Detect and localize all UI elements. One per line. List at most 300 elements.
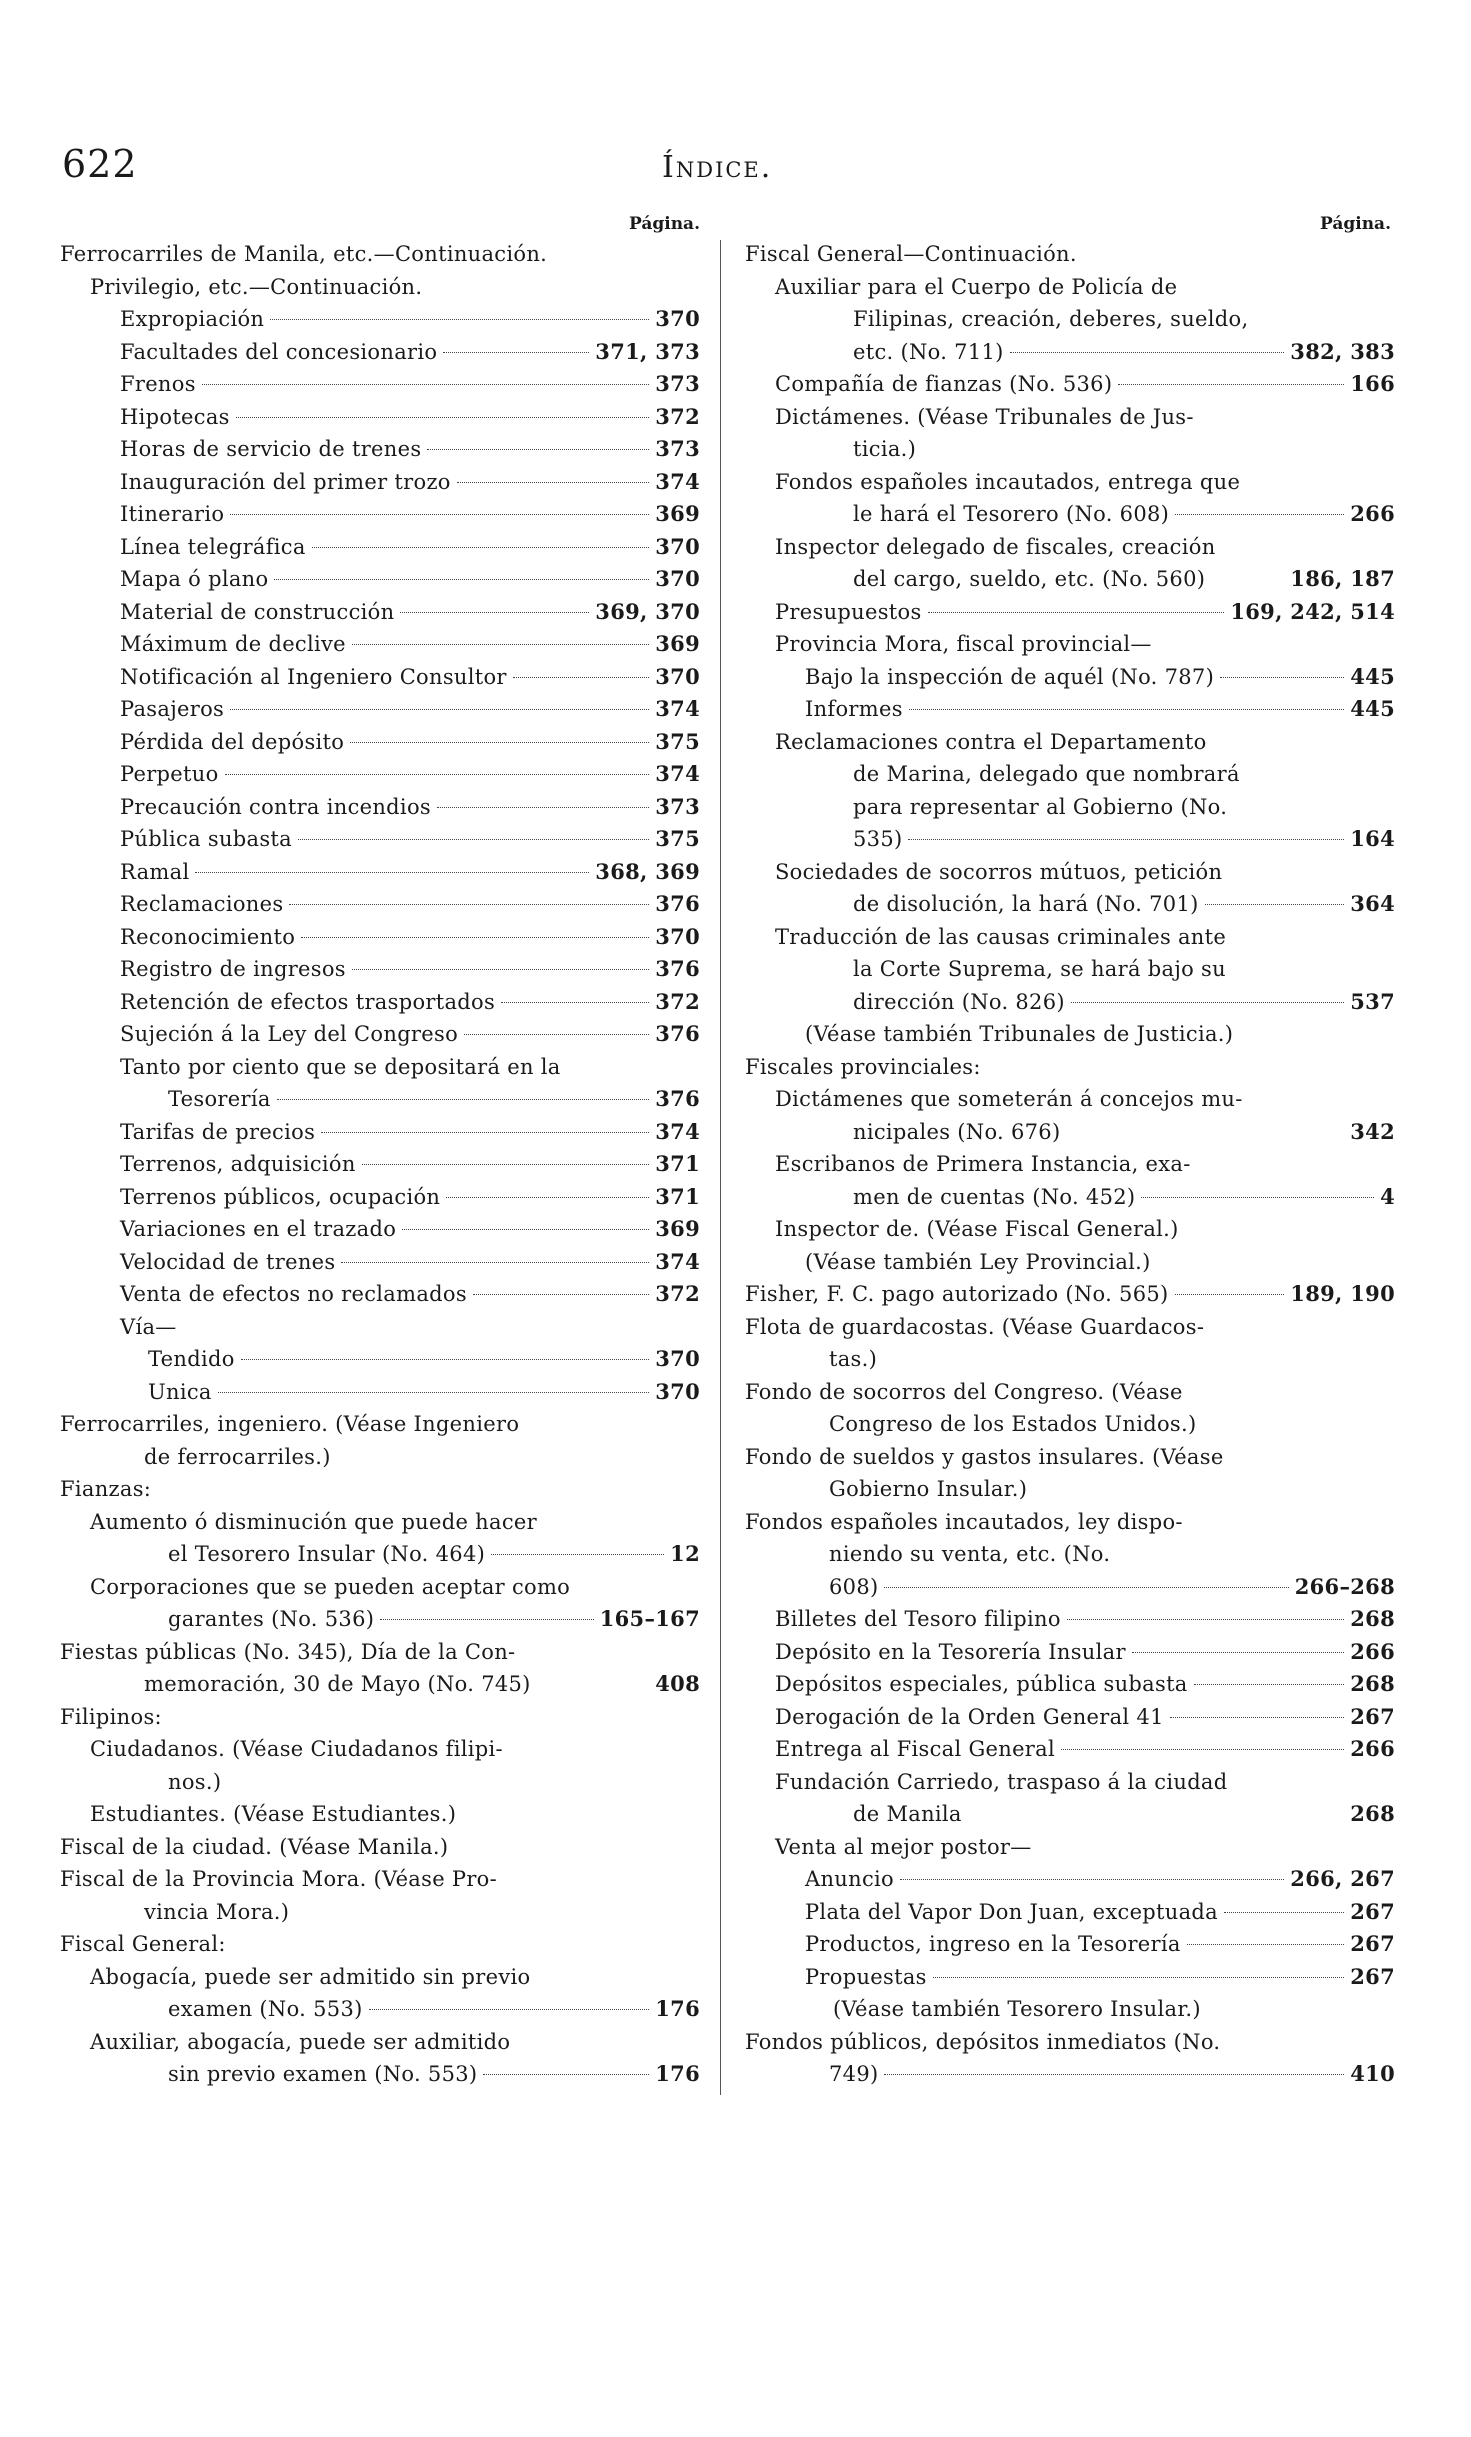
entry-text: Vía—: [120, 1314, 177, 1339]
entry-text: Filipinos:: [60, 1704, 162, 1729]
page-reference: 371: [655, 1151, 700, 1176]
entry-text: Frenos: [120, 372, 196, 396]
page-reference: 374: [655, 468, 700, 494]
left-column: [60, 210, 700, 2091]
page-reference: 266: [1350, 501, 1395, 526]
page-reference: 186, 187: [1290, 566, 1395, 591]
index-entry: [745, 823, 1395, 856]
entry-text: Fiscal General:: [60, 1932, 226, 1956]
page-header: [62, 142, 1402, 202]
entry-text: Reclamaciones contra el Departamento: [775, 729, 1207, 754]
dot-leader: [362, 1164, 650, 1165]
entry-text: garantes (No. 536): [168, 1607, 375, 1631]
dot-leader: [1067, 1619, 1344, 1620]
page-reference: 342: [1350, 1118, 1395, 1144]
entry-text: Dictámenes. (Véase Tribunales de Jus-: [775, 404, 1194, 429]
entry-text: Sujeción á la Ley del Congreso: [120, 1022, 459, 1046]
dot-leader: [933, 1977, 1345, 1978]
dot-leader: [457, 482, 649, 483]
entry-text: Sociedades de socorros mútuos, petición: [775, 859, 1223, 884]
index-entry: [745, 1538, 1395, 1571]
entry-text: Máximum de declive: [120, 632, 346, 656]
index-entry: [60, 661, 700, 694]
page-reference: 374: [655, 696, 700, 721]
page-reference: 166: [1350, 371, 1395, 396]
entry-text: Traducción de las causas criminales ante: [775, 924, 1227, 949]
dot-leader: [1175, 1294, 1285, 1295]
page-reference: 368, 369: [595, 858, 700, 884]
entry-text: Presupuestos: [775, 599, 922, 624]
page-reference: 382, 383: [1290, 338, 1395, 364]
page-reference: 266: [1350, 1736, 1395, 1761]
page-reference: 268: [1350, 1801, 1395, 1826]
index-entry: [745, 1441, 1395, 1474]
entry-text: Bajo la inspección de aquél (No. 787): [805, 664, 1215, 689]
index-entry: [60, 1441, 700, 1474]
index-entry: [745, 1701, 1395, 1734]
entry-text: Registro de ingresos: [120, 957, 346, 981]
entry-text: Pérdida del depósito: [120, 729, 345, 754]
entry-text: Anuncio: [805, 1867, 894, 1891]
entry-text: examen (No. 553): [168, 1997, 363, 2021]
page-reference: 375: [655, 728, 700, 754]
entry-text: Ramal: [120, 859, 190, 884]
dot-leader: [202, 384, 649, 385]
dot-leader: [230, 709, 649, 710]
entry-text: nicipales (No. 676): [853, 1119, 1061, 1144]
entry-text: Tarifas de precios: [120, 1119, 316, 1144]
index-entry: [745, 628, 1395, 661]
dot-leader: [321, 1132, 649, 1133]
index-entry: [60, 1636, 700, 1669]
dot-leader: [270, 319, 649, 320]
index-entry: [60, 856, 700, 889]
dot-leader: [928, 612, 1225, 613]
index-entry: [745, 1928, 1395, 1961]
page-reference: 12: [670, 1541, 700, 1566]
dot-leader: [513, 677, 649, 678]
index-entry: [60, 1571, 700, 1604]
dot-leader: [1010, 352, 1285, 353]
index-entry: [60, 1506, 700, 1539]
index-entry: [60, 1603, 700, 1636]
index-entry: [745, 953, 1395, 986]
entry-text: (Véase también Tesorero Insular.): [833, 1997, 1201, 2021]
index-entry: [745, 563, 1395, 596]
index-entry: [745, 1798, 1395, 1831]
entry-text: Aumento ó disminución que puede hacer: [90, 1509, 537, 1534]
page-reference: 165–167: [599, 1606, 700, 1631]
entry-text: vincia Mora.): [144, 1899, 290, 1924]
entry-text: Reconocimiento: [120, 924, 296, 949]
left-entries: [60, 238, 700, 2091]
index-entry: [745, 693, 1395, 726]
index-entry: [745, 986, 1395, 1019]
entry-text: de ferrocarriles.): [144, 1444, 331, 1469]
page-reference: 369, 370: [595, 598, 700, 624]
dot-leader: [241, 1359, 650, 1360]
index-entry: [60, 1311, 700, 1344]
entry-text: Notificación al Ingeniero Consultor: [120, 664, 507, 689]
running-title: Índice.: [662, 150, 773, 185]
page-reference: 374: [655, 1248, 700, 1274]
entry-text: Línea telegráfica: [120, 534, 306, 559]
index-entry: [60, 1831, 700, 1864]
index-entry: [745, 1993, 1395, 2026]
index-entry: [60, 758, 700, 791]
index-entry: [745, 401, 1395, 434]
entry-text: Productos, ingreso en la Tesorería: [805, 1932, 1181, 1956]
dot-leader: [402, 1229, 649, 1230]
index-entry: [60, 1181, 700, 1214]
index-entry: [60, 1473, 700, 1506]
entry-text: 535): [853, 827, 903, 851]
page-reference: 374: [655, 761, 700, 786]
index-entry: [745, 1961, 1395, 1994]
entry-text: el Tesorero Insular (No. 464): [168, 1542, 486, 1566]
index-entry: [745, 791, 1395, 824]
index-entry: [60, 693, 700, 726]
entry-text: Fundación Carriedo, traspaso á la ciudad: [775, 1769, 1228, 1794]
index-entry: [60, 466, 700, 499]
entry-text: Propuestas: [805, 1964, 927, 1989]
index-entry: [60, 336, 700, 369]
entry-text: Precaución contra incendios: [120, 794, 431, 819]
entry-text: Inspector delegado de fiscales, creación: [775, 534, 1216, 559]
index-entry: [60, 1896, 700, 1929]
page-reference: 374: [655, 1118, 700, 1144]
entry-text: Fondos españoles incautados, entrega que: [775, 469, 1241, 494]
page-reference: 537: [1350, 988, 1395, 1014]
page-reference: 410: [1350, 2061, 1395, 2086]
index-entry: [60, 2058, 700, 2091]
entry-text: men de cuentas (No. 452): [853, 1184, 1136, 1209]
entry-text: Terrenos, adquisición: [120, 1152, 356, 1176]
entry-text: Informes: [805, 697, 903, 721]
column-heading-right: Página.: [1320, 214, 1391, 234]
dot-leader: [352, 644, 649, 645]
page-reference: 372: [655, 988, 700, 1014]
dot-leader: [369, 2009, 650, 2010]
entry-text: Fiscal de la ciudad. (Véase Manila.): [60, 1834, 449, 1859]
entry-text: Fiestas públicas (No. 345), Día de la Con-: [60, 1639, 516, 1664]
index-entry: [745, 498, 1395, 531]
entry-text: Fondos españoles incautados, ley dispo-: [745, 1509, 1183, 1534]
index-entry: [745, 1018, 1395, 1051]
index-entry: [60, 498, 700, 531]
index-entry: [745, 921, 1395, 954]
page-reference: 373: [655, 371, 700, 396]
entry-text: Escribanos de Primera Instancia, exa-: [775, 1152, 1191, 1176]
index-entry: [60, 238, 700, 271]
dot-leader: [1141, 1197, 1374, 1198]
page-reference: 169, 242, 514: [1230, 598, 1395, 624]
entry-text: le hará el Tesorero (No. 608): [853, 502, 1170, 526]
index-entry: [745, 2058, 1395, 2091]
dot-leader: [380, 1619, 593, 1620]
index-entry: [60, 628, 700, 661]
page-number: 622: [62, 142, 138, 186]
index-entry: [60, 1051, 700, 1084]
dot-leader: [312, 547, 650, 548]
dot-leader: [464, 1034, 649, 1035]
index-entry: [745, 1831, 1395, 1864]
index-entry: [60, 303, 700, 336]
index-entry: [60, 1083, 700, 1116]
entry-text: etc. (No. 711): [853, 339, 1004, 364]
entry-text: Pública subasta: [120, 827, 292, 851]
entry-text: Velocidad de trenes: [120, 1249, 336, 1274]
entry-text: Venta al mejor postor—: [775, 1834, 1032, 1859]
entry-text: Tesorería: [168, 1087, 271, 1111]
dot-leader: [289, 904, 649, 905]
page-reference: 372: [655, 403, 700, 429]
dot-leader: [1205, 904, 1345, 905]
index-entry: [60, 596, 700, 629]
page-reference: 376: [655, 956, 700, 981]
dot-leader: [483, 2074, 649, 2075]
entry-text: Mapa ó plano: [120, 567, 269, 591]
index-entry: [745, 1311, 1395, 1344]
index-entry: [60, 791, 700, 824]
entry-text: Auxiliar para el Cuerpo de Policía de: [775, 274, 1178, 299]
index-entry: [745, 2026, 1395, 2059]
entry-text: Fianzas:: [60, 1477, 152, 1501]
entry-text: niendo su venta, etc. (No.: [829, 1542, 1111, 1566]
index-entry: [60, 1246, 700, 1279]
page-reference: 370: [655, 1346, 700, 1371]
index-entry: [745, 1896, 1395, 1929]
dot-leader: [1170, 1717, 1345, 1718]
entry-text: Tendido: [148, 1347, 235, 1371]
dot-leader: [491, 1554, 664, 1555]
index-entry: [745, 1213, 1395, 1246]
entry-text: Dictámenes que someterán á concejos mu-: [775, 1087, 1243, 1111]
page-reference: 370: [655, 533, 700, 559]
index-entry: [60, 1733, 700, 1766]
dot-leader: [230, 514, 649, 515]
dot-leader: [341, 1262, 649, 1263]
dot-leader: [298, 839, 649, 840]
dot-leader: [1194, 1684, 1345, 1685]
entry-text: Billetes del Tesoro filipino: [775, 1607, 1061, 1631]
index-entry: [60, 1798, 700, 1831]
entry-text: Venta de efectos no reclamados: [120, 1282, 467, 1306]
entry-text: Pasajeros: [120, 697, 225, 721]
page-reference: 369: [655, 501, 700, 526]
index-entry: [745, 758, 1395, 791]
entry-text: Variaciones en el trazado: [120, 1217, 397, 1241]
entry-text: Ferrocarriles de Manila, etc.—Continuación.: [60, 242, 548, 266]
index-entry: [60, 1668, 700, 1701]
index-entry: [60, 271, 700, 304]
page-reference: 189, 190: [1290, 1281, 1395, 1306]
entry-text: Estudiantes. (Véase Estudiantes.): [90, 1802, 457, 1826]
entry-text: Fiscal de la Provincia Mora. (Véase Pro-: [60, 1867, 498, 1891]
entry-text: Auxiliar, abogacía, puede ser admitido: [90, 2029, 511, 2054]
page-reference: 376: [655, 891, 700, 916]
dot-leader: [909, 709, 1344, 710]
entry-text: Perpetuo: [120, 762, 219, 786]
index-entry: [60, 953, 700, 986]
index-entry: [745, 466, 1395, 499]
dot-leader: [218, 1392, 650, 1393]
dot-leader: [225, 774, 650, 775]
entry-text: del cargo, sueldo, etc. (No. 560): [853, 567, 1206, 591]
index-entry: [60, 1278, 700, 1311]
entry-text: 749): [829, 2062, 879, 2086]
dot-leader: [274, 579, 649, 580]
page-reference: 267: [1350, 1898, 1395, 1924]
page-reference: 371, 373: [595, 338, 700, 364]
page-reference: 370: [655, 923, 700, 949]
entry-text: la Corte Suprema, se hará bajo su: [853, 957, 1226, 981]
entry-text: de Manila: [853, 1802, 962, 1826]
dot-leader: [473, 1294, 649, 1295]
entry-text: Gobierno Insular.): [829, 1477, 1028, 1501]
column-heading-left: Página.: [629, 214, 700, 234]
index-entry: [745, 1636, 1395, 1669]
index-entry: [745, 1246, 1395, 1279]
index-entry: [60, 433, 700, 466]
entry-text: Abogacía, puede ser admitido sin previo: [90, 1964, 531, 1989]
dot-leader: [427, 449, 649, 450]
dot-leader: [908, 839, 1344, 840]
entry-text: Tanto por ciento que se depositará en la: [120, 1054, 561, 1079]
entry-text: Depósito en la Tesorería Insular: [775, 1639, 1126, 1664]
entry-text: tas.): [829, 1347, 878, 1371]
index-entry: [60, 726, 700, 759]
index-entry: [60, 1408, 700, 1441]
dot-leader: [884, 1587, 1288, 1588]
dot-leader: [1132, 1652, 1344, 1653]
page-reference: 371: [655, 1183, 700, 1209]
entry-text: Fondos públicos, depósitos inmediatos (No.: [745, 2029, 1221, 2054]
entry-text: Entrega al Fiscal General: [775, 1737, 1055, 1761]
page-reference: 370: [655, 566, 700, 591]
page-reference: 364: [1350, 891, 1395, 916]
index-entry: [745, 856, 1395, 889]
index-entry: [745, 1766, 1395, 1799]
index-entry: [745, 726, 1395, 759]
entry-text: Fisher, F. C. pago autorizado (No. 565): [745, 1282, 1169, 1306]
entry-text: Filipinas, creación, deberes, sueldo,: [853, 307, 1249, 331]
dot-leader: [350, 742, 649, 743]
index-entry: [745, 1733, 1395, 1766]
page-reference: 375: [655, 826, 700, 851]
index-entry: [745, 888, 1395, 921]
page-reference: 370: [655, 1378, 700, 1404]
page-reference: 373: [655, 436, 700, 461]
index-entry: [60, 531, 700, 564]
dot-leader: [501, 1002, 649, 1003]
entry-text: Fiscales provinciales:: [745, 1054, 981, 1079]
index-entry: [745, 1571, 1395, 1604]
index-entry: [745, 1116, 1395, 1149]
right-entries: [745, 238, 1395, 2091]
page-reference: 176: [655, 1996, 700, 2021]
index-entry: [60, 1928, 700, 1961]
index-entry: [745, 433, 1395, 466]
entry-text: ticia.): [853, 437, 917, 461]
entry-text: Ferrocarriles, ingeniero. (Véase Ingeniero: [60, 1412, 520, 1436]
dot-leader: [1224, 1912, 1344, 1913]
index-entry: [745, 1181, 1395, 1214]
index-entry: [745, 1376, 1395, 1409]
entry-text: Corporaciones que se pueden aceptar como: [90, 1574, 571, 1599]
index-entry: [745, 1408, 1395, 1441]
index-entry: [60, 1993, 700, 2026]
entry-text: dirección (No. 826): [853, 989, 1065, 1014]
index-entry: [60, 563, 700, 596]
index-entry: [745, 238, 1395, 271]
index-entry: [60, 1148, 700, 1181]
entry-text: (Véase también Ley Provincial.): [805, 1249, 1151, 1274]
page-reference: 445: [1350, 663, 1395, 689]
page-reference: 376: [655, 1086, 700, 1111]
index-entry: [60, 401, 700, 434]
entry-text: (Véase también Tribunales de Justicia.): [805, 1022, 1234, 1046]
index-entry: [745, 368, 1395, 401]
entry-text: Flota de guardacostas. (Véase Guardacos-: [745, 1314, 1205, 1339]
entry-text: Plata del Vapor Don Juan, exceptuada: [805, 1899, 1218, 1924]
page-reference: 373: [655, 793, 700, 819]
index-entry: [745, 303, 1395, 336]
entry-text: Compañía de fianzas (No. 536): [775, 372, 1113, 396]
entry-text: Retención de efectos trasportados: [120, 989, 496, 1014]
dot-leader: [1061, 1749, 1344, 1750]
entry-text: Fondo de socorros del Congreso. (Véase: [745, 1379, 1183, 1404]
dot-leader: [277, 1099, 650, 1100]
index-entry: [745, 1051, 1395, 1084]
index-entry: [60, 1961, 700, 1994]
entry-text: Hipotecas: [120, 404, 230, 429]
index-entry: [745, 1083, 1395, 1116]
dot-leader: [1175, 514, 1344, 515]
entry-text: Derogación de la Orden General 41: [775, 1704, 1164, 1729]
index-entry: [745, 1603, 1395, 1636]
entry-text: Depósitos especiales, pública subasta: [775, 1672, 1188, 1696]
entry-text: nos.): [168, 1769, 222, 1794]
dot-leader: [1187, 1944, 1345, 1945]
entry-text: para representar al Gobierno (No.: [853, 794, 1228, 819]
dot-leader: [446, 1197, 649, 1198]
dot-leader: [900, 1879, 1284, 1880]
index-entry: [60, 1343, 700, 1376]
dot-leader: [884, 2074, 1344, 2075]
page-reference: 408: [655, 1671, 700, 1696]
dot-leader: [1071, 1002, 1344, 1003]
index-entry: [745, 1863, 1395, 1896]
page-reference: 4: [1380, 1183, 1395, 1209]
index-entry: [745, 271, 1395, 304]
index-entry: [60, 986, 700, 1019]
entry-text: Fondo de sueldos y gastos insulares. (Véase: [745, 1444, 1224, 1469]
dot-leader: [301, 937, 649, 938]
index-entry: [60, 888, 700, 921]
page-reference: 266: [1350, 1638, 1395, 1664]
dot-leader: [437, 807, 649, 808]
page-reference: 369: [655, 631, 700, 656]
index-entry: [745, 1506, 1395, 1539]
index-entry: [60, 368, 700, 401]
index-entry: [60, 1863, 700, 1896]
index-entry: [60, 1116, 700, 1149]
entry-text: Inauguración del primer trozo: [120, 469, 451, 494]
entry-text: Itinerario: [120, 502, 225, 526]
page-reference: 376: [655, 1021, 700, 1046]
entry-text: Provincia Mora, fiscal provincial—: [775, 632, 1152, 656]
